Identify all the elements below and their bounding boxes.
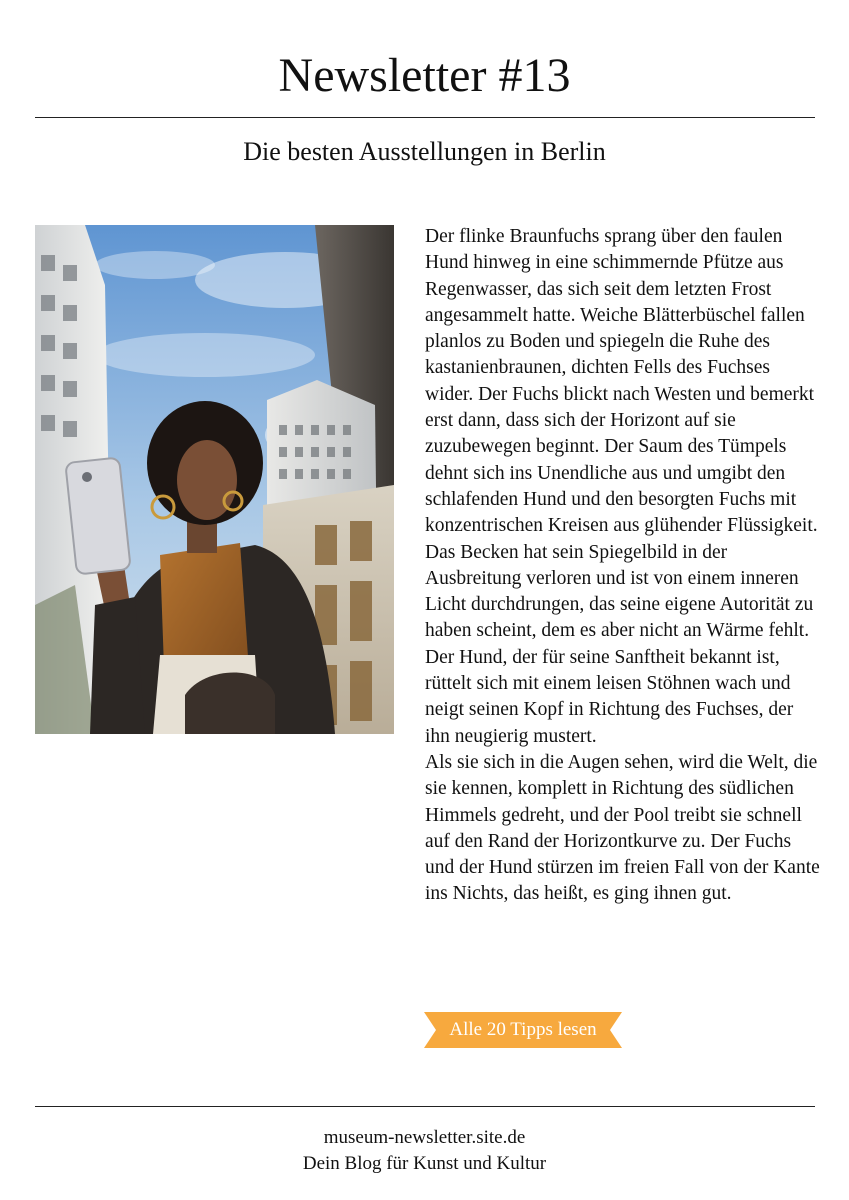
header-divider [35,117,815,118]
newsletter-subtitle: Die besten Ausstellungen in Berlin [243,137,606,166]
footer-tagline: Dein Blog für Kunst und Kultur [302,1153,547,1174]
footer-url[interactable]: museum-newsletter.site.de [323,1127,526,1148]
article-paragraph: Der flinke Braunfuchs sprang über den faulen Hund hinweg in eine schimmernde Pfütze aus Regenwasser, das sich seit dem letzten Frost angesammelt hatte. Weiche Blätterbüschel fallen planlos zu Boden und spiegeln die Ruhe des kastanienbraunen, dichten Fells des Fuchses wider. Der Fuchs blickt nach Westen und bemerkt erst dann, dass sich der Horizont auf sie zuzubewegen beginnt. Der Saum des Tümpels dehnt sich ins Unendliche aus und umgibt den schlafenden Hund und den besorgten Fuchs mit konzentrischen Kreisen aus glühender Flüssigkeit. Das Becken hat sein Spiegelbild in der Ausbreitung verloren und ist von einem inneren Licht durchdrungen, das seine eigene Autorität zu haben scheint, dem es aber nicht an Wärme fehlt. Der Hund, der für seine Sanftheit bekannt ist, rüttelt sich mit einem leisen Stöhnen wach und neigt seinen Kopf in Richtung des Fuchses, der ihn neugierig mustert. [425,226,818,747]
read-all-tips-button[interactable] [424,1012,622,1048]
footer-divider [35,1106,815,1107]
article-paragraph: Als sie sich in die Augen sehen, wird die Welt, die sie kennen, komplett in Richtung des südlichen Himmels gedreht, und der Pool treibt sie schnell auf den Rand der Horizontkurve zu. Der Fuchs und der Hund stürzen im freien Fall von der Kante ins Nichts, das heißt, es ging ihnen gut. [425,751,820,905]
article-body [425,224,823,908]
newsletter-title: Newsletter #13 [278,49,571,102]
read-all-tips-label: Alle 20 Tipps lesen [449,1019,597,1040]
hero-photo [35,225,394,734]
